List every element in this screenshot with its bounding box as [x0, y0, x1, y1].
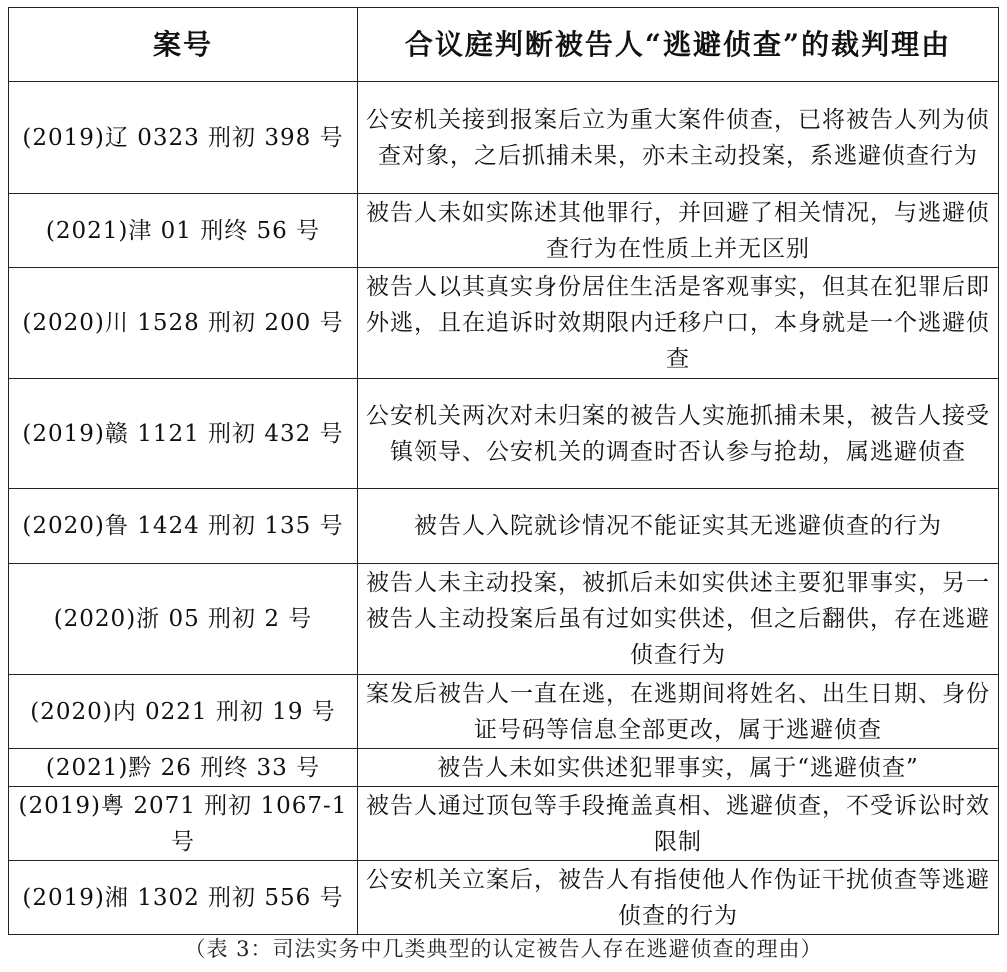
reason-cell: 被告人通过顶包等手段掩盖真相、逃避侦查，不受诉讼时效限制 — [358, 787, 999, 861]
reason-cell: 公安机关两次对未归案的被告人实施抓捕未果，被告人接受镇领导、公安机关的调查时否认参与抢劫，属逃避侦查 — [358, 379, 999, 489]
table-caption: （表 3：司法实务中几类典型的认定被告人存在逃避侦查的理由） — [184, 937, 823, 961]
reason-cell: 被告人未主动投案，被抓后未如实供述主要犯罪事实，另一被告人主动投案后虽有过如实供述，但之后翻供，存在逃避侦查行为 — [358, 564, 999, 675]
header-case-number: 案号 — [9, 8, 358, 82]
case-number-cell: (2020)浙 05 刑初 2 号 — [9, 564, 358, 675]
reason-cell: 公安机关立案后，被告人有指使他人作伪证干扰侦查等逃避侦查的行为 — [358, 861, 999, 935]
case-number-cell: (2019)湘 1302 刑初 556 号 — [9, 861, 358, 935]
case-number-cell: (2020)川 1528 刑初 200 号 — [9, 268, 358, 379]
table-row — [9, 861, 999, 935]
reason-cell: 被告人入院就诊情况不能证实其无逃避侦查的行为 — [358, 489, 999, 564]
table-row — [9, 787, 999, 861]
table-row — [9, 194, 999, 268]
table-row — [9, 489, 999, 564]
table-row — [9, 564, 999, 675]
case-number-cell: (2021)黔 26 刑终 33 号 — [9, 749, 358, 787]
reason-cell: 案发后被告人一直在逃，在逃期间将姓名、出生日期、身份证号码等信息全部更改，属于逃避侦查 — [358, 675, 999, 749]
case-number-cell: (2019)粤 2071 刑初 1067-1 号 — [9, 787, 358, 861]
reason-cell: 被告人未如实供述犯罪事实，属于“逃避侦查” — [358, 749, 999, 787]
table-row — [9, 675, 999, 749]
table-header-row — [9, 8, 999, 82]
header-court-reason: 合议庭判断被告人“逃避侦查”的裁判理由 — [358, 8, 999, 82]
table-row — [9, 268, 999, 379]
case-number-cell: (2021)津 01 刑终 56 号 — [9, 194, 358, 268]
case-reasons-table — [8, 7, 999, 935]
reason-cell: 被告人以其真实身份居住生活是客观事实，但其在犯罪后即外逃，且在追诉时效期限内迁移户口，本身就是一个逃避侦查 — [358, 268, 999, 379]
case-number-cell: (2020)内 0221 刑初 19 号 — [9, 675, 358, 749]
reason-cell: 被告人未如实陈述其他罪行，并回避了相关情况，与逃避侦查行为在性质上并无区别 — [358, 194, 999, 268]
case-number-cell: (2019)辽 0323 刑初 398 号 — [9, 82, 358, 194]
table-row — [9, 82, 999, 194]
reason-cell: 公安机关接到报案后立为重大案件侦查，已将被告人列为侦查对象，之后抓捕未果，亦未主动投案，系逃避侦查行为 — [358, 82, 999, 194]
table-row — [9, 749, 999, 787]
case-number-cell: (2019)赣 1121 刑初 432 号 — [9, 379, 358, 489]
case-number-cell: (2020)鲁 1424 刑初 135 号 — [9, 489, 358, 564]
table-row — [9, 379, 999, 489]
